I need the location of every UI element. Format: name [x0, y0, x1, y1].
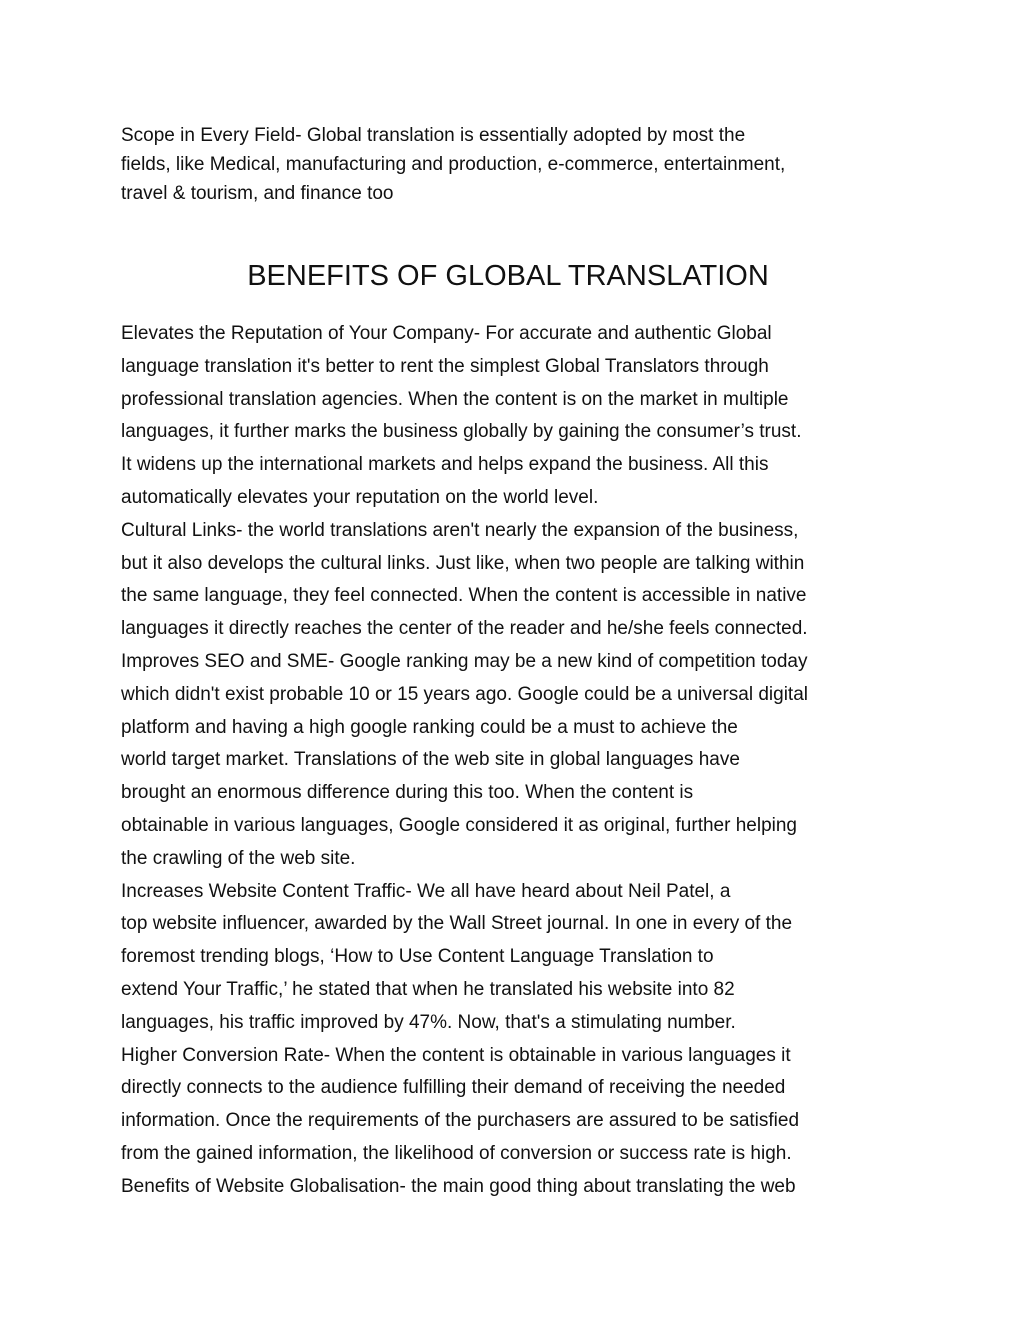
body-line: Cultural Links- the world translations aren't nearly the expansion of the business,: [121, 519, 799, 541]
body-line: Benefits of Website Globalisation- the main good thing about translating the web: [121, 1175, 796, 1197]
body-line: which didn't exist probable 10 or 15 years ago. Google could be a universal digital: [121, 683, 808, 705]
body-line: platform and having a high google ranking could be a must to achieve the: [121, 716, 738, 738]
section-heading: BENEFITS OF GLOBAL TRANSLATION: [247, 260, 769, 292]
body-line: It widens up the international markets and helps expand the business. All this: [121, 454, 769, 476]
body-line: foremost trending blogs, ‘How to Use Content Language Translation to: [121, 946, 714, 968]
body-line: but it also develops the cultural links. Just like, when two people are talking within: [121, 552, 805, 574]
intro-line: travel & tourism, and finance too: [121, 183, 394, 204]
body-line: extend Your Traffic,’ he stated that when he translated his website into 82: [121, 978, 735, 1000]
body-line: language translation it's better to rent the simplest Global Translators through: [121, 355, 769, 377]
body-line: languages it directly reaches the center of the reader and he/she feels connected.: [121, 618, 808, 640]
body-line: from the gained information, the likelihood of conversion or success rate is high.: [121, 1142, 792, 1164]
body-line: Increases Website Content Traffic- We all have heard about Neil Patel, a: [121, 880, 731, 902]
body-line: top website influencer, awarded by the Wall Street journal. In one in every of the: [121, 913, 793, 935]
body-line: obtainable in various languages, Google considered it as original, further helping: [121, 814, 797, 836]
body-line: automatically elevates your reputation on the world level.: [121, 486, 599, 508]
body-line: languages, it further marks the business globally by gaining the consumer’s trust.: [121, 421, 802, 443]
body-line: Elevates the Reputation of Your Company- For accurate and authentic Global: [121, 323, 772, 344]
body-line: Higher Conversion Rate- When the content is obtainable in various languages it: [121, 1044, 791, 1066]
intro-paragraph: [121, 121, 911, 208]
body-line: world target market. Translations of the web site in global languages have: [121, 749, 740, 771]
body-line: professional translation agencies. When the content is on the market in multiple: [121, 388, 789, 410]
body-line: Improves SEO and SME- Google ranking may be a new kind of competition today: [121, 650, 808, 672]
body-line: the crawling of the web site.: [121, 847, 356, 869]
body-line: directly connects to the audience fulfilling their demand of receiving the needed: [121, 1077, 786, 1099]
body-line: languages, his traffic improved by 47%. Now, that's a stimulating number.: [121, 1011, 736, 1033]
body-line: brought an enormous difference during this too. When the content is: [121, 782, 694, 804]
intro-line: fields, like Medical, manufacturing and production, e-commerce, entertainment,: [121, 154, 786, 175]
body-line: the same language, they feel connected. When the content is accessible in native: [121, 585, 807, 607]
body-text: [121, 318, 911, 1204]
intro-line: Scope in Every Field- Global translation is essentially adopted by most the: [121, 125, 746, 146]
body-line: information. Once the requirements of the purchasers are assured to be satisfied: [121, 1110, 800, 1132]
